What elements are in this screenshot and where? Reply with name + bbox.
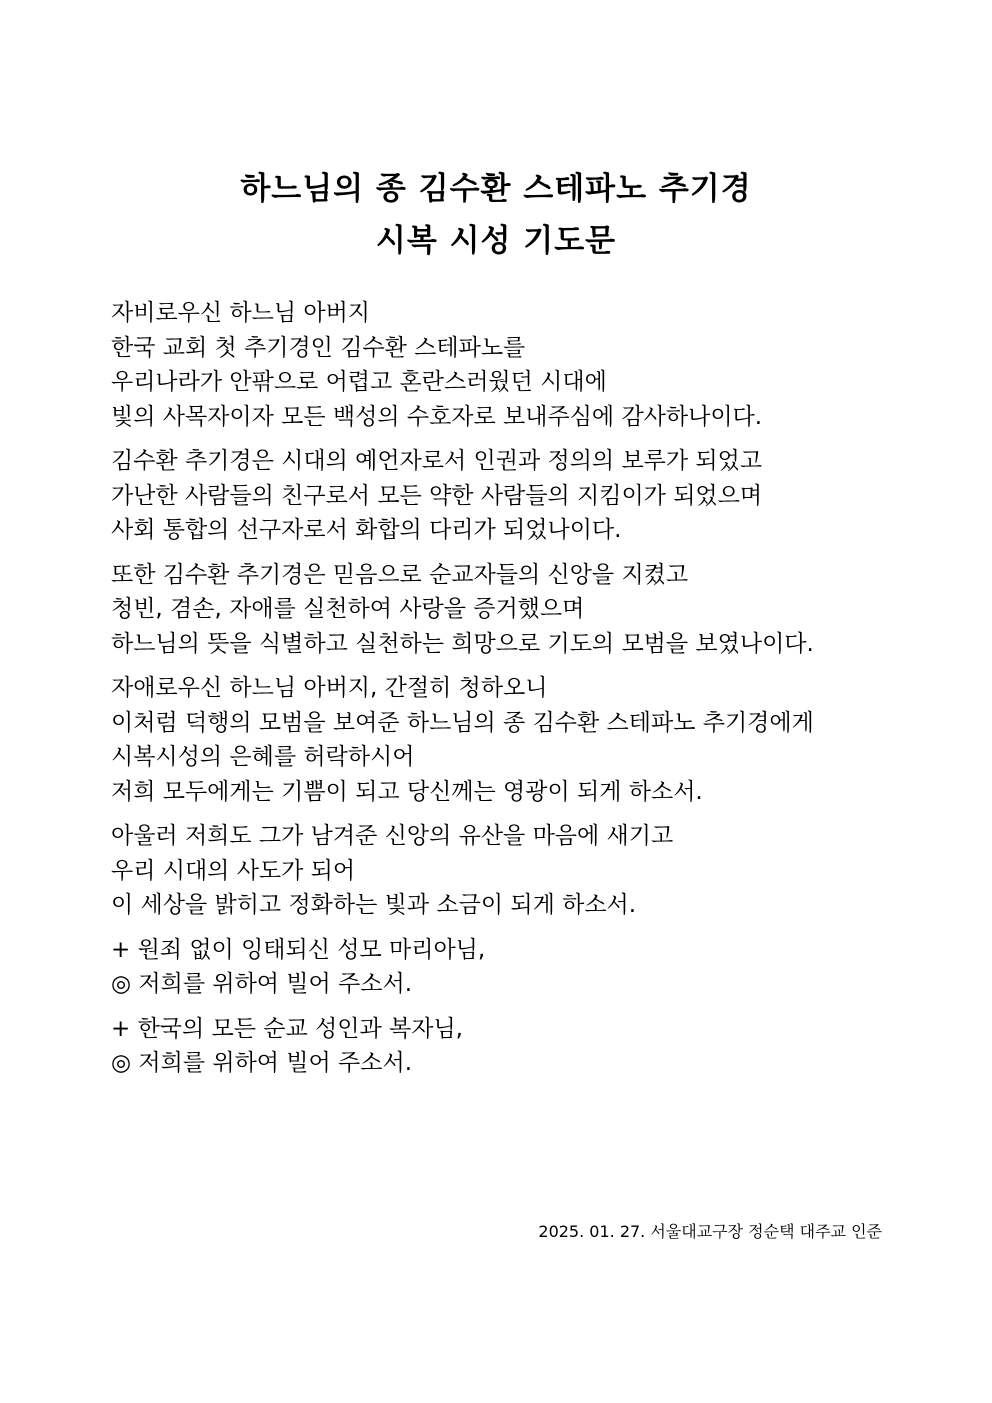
prayer-line: 이처럼 덕행의 모범을 보여준 하느님의 종 김수환 스테파노 추기경에게 [111,709,814,736]
litany-invocation: + 원죄 없이 잉태되신 성모 마리아님, [111,936,486,963]
prayer-line: 하느님의 뜻을 식별하고 실천하는 희망으로 기도의 모범을 보였나이다. [111,630,814,657]
prayer-line: 저희 모두에게는 기쁨이 되고 당신께는 영광이 되게 하소서. [111,778,703,805]
approval-signature: 2025. 01. 27. 서울대교구장 정순택 대주교 인준 [538,1222,882,1241]
paragraph [111,558,911,662]
prayer-line: 한국 교회 첫 추기경인 김수환 스테파노를 [111,334,526,361]
title-block [0,163,992,267]
prayer-line: 사회 통합의 선구자로서 화합의 다리가 되었나이다. [111,517,622,543]
prayer-line: 청빈, 겸손, 자애를 실천하여 사랑을 증거했으며 [111,596,585,622]
prayer-line: 아울러 저희도 그가 남겨준 신앙의 유산을 마음에 새기고 [111,823,674,849]
title-line-2: 시복 시성 기도문 [375,223,617,259]
litany-paragraph [111,1012,911,1081]
prayer-line: 자애로우신 하느님 아버지, 간절히 청하오니 [111,675,548,701]
prayer-line: 김수환 추기경은 시대의 예언자로서 인권과 정의의 보루가 되었고 [111,448,763,474]
prayer-line: 자비로우신 하느님 아버지 [111,300,371,326]
prayer-line: 우리나라가 안팎으로 어렵고 혼란스러웠던 시대에 [111,369,607,395]
paragraph [111,819,911,923]
prayer-body [111,296,911,1091]
litany-paragraph [111,933,911,1002]
paragraph [111,444,911,548]
prayer-line: 가난한 사람들의 친구로서 모든 약한 사람들의 지킴이가 되었으며 [111,482,763,509]
prayer-line: 또한 김수환 추기경은 믿음으로 순교자들의 신앙을 지켰고 [111,561,689,588]
prayer-line: 시복시성의 은혜를 허락하시어 [111,744,415,770]
litany-response: ◎ 저희를 위하여 빌어 주소서. [111,1050,413,1076]
prayer-line: 빛의 사목자이자 모든 백성의 수호자로 보내주심에 감사하나이다. [111,403,763,430]
paragraph [111,671,911,809]
paragraph [111,296,911,434]
prayer-line: 이 세상을 밝히고 정화하는 빛과 소금이 되게 하소서. [111,892,637,918]
prayer-line: 우리 시대의 사도가 되어 [111,857,356,884]
title-line-1: 하느님의 종 김수환 스테파노 추기경 [240,171,752,207]
litany-invocation: + 한국의 모든 순교 성인과 복자님, [111,1015,463,1042]
litany-response: ◎ 저희를 위하여 빌어 주소서. [111,971,413,997]
